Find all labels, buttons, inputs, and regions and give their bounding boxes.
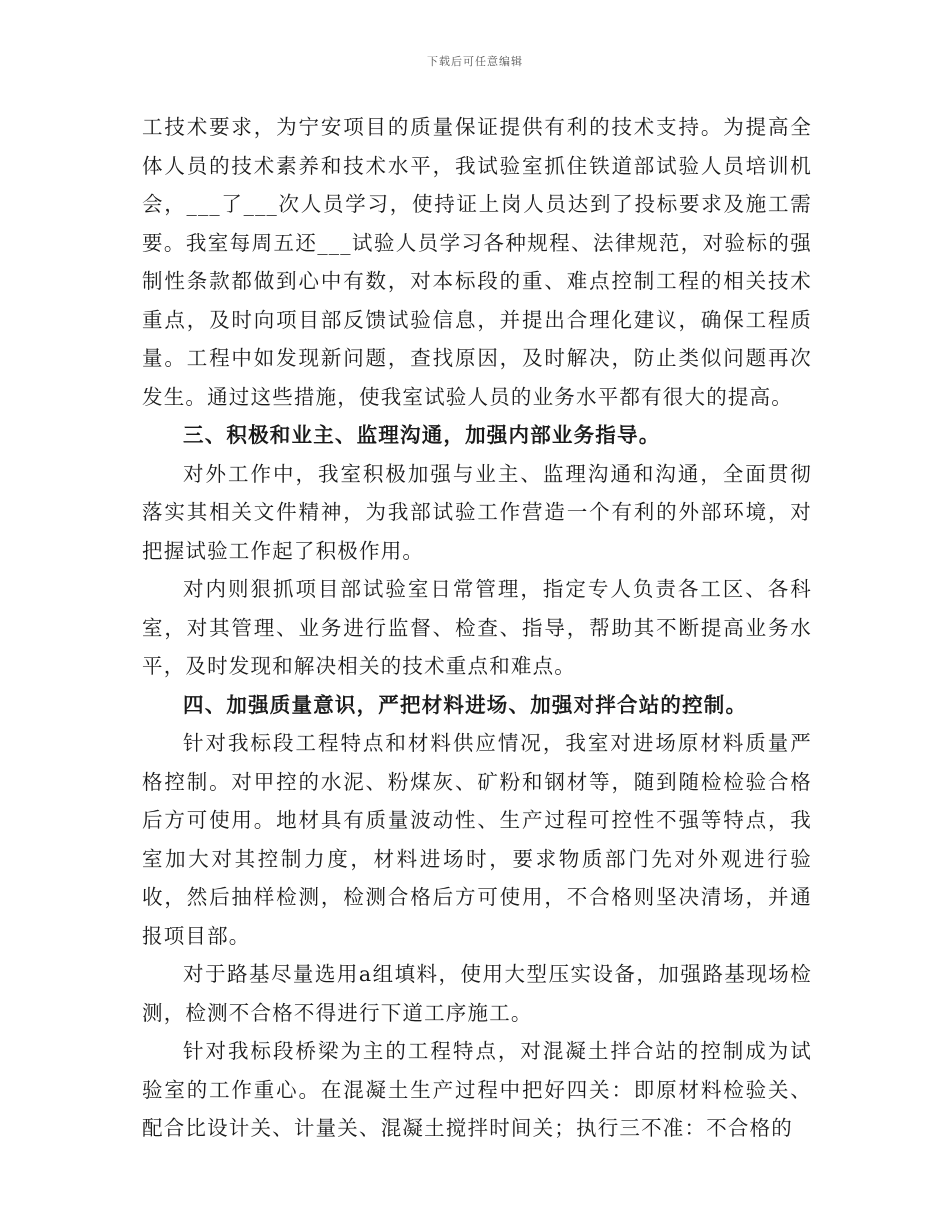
- section-heading-4: 四、加强质量意识，严把材料进场、加强对拌合站的控制。: [183, 692, 748, 717]
- document-body: [142, 108, 812, 1148]
- paragraph-material-control: 针对我标段工程特点和材料供应情况，我室对进场原材料质量严格控制。对甲控的水泥、粉煤灰、矿粉和钢材等，随到随检检验合格后方可使用。地材具有质量波动性、生产过程可控性不强等特点，我室加大对其控制力度，材料进场时，要求物质部门先对外观进行验收，然后抽样检测，检测合格后方可使用，不合格则坚决清场，并通报项目部。: [142, 731, 812, 948]
- paragraph-mixing-station: 针对我标段桥梁为主的工程特点，对混凝土拌合站的控制成为试验室的工作重心。在混凝土生产过程中把好四关：即原材料检验关、配合比设计关、计量关、混凝土搅拌时间关；执行三不准：不合格的: [142, 1039, 812, 1140]
- paragraph-subgrade: 对于路基尽量选用a组填料，使用大型压实设备，加强路基现场检测，检测不合格不得进行下道工序施工。: [142, 962, 812, 1025]
- paragraph-external-work: 对外工作中，我室积极加强与业主、监理沟通和沟通，全面贯彻落实其相关文件精神，为我部试验工作营造一个有利的外部环境，对把握试验工作起了积极作用。: [142, 461, 812, 563]
- paragraph-continued: 工技术要求，为宁安项目的质量保证提供有利的技术支持。为提高全体人员的技术素养和技术水平，我试验室抓住铁道部试验人员培训机会，___了___次人员学习，使持证上岗人员达到了投标要求及施工需要。我室每周五还___试验人员学习各种规程、法律规范，对验标的强制性条款都做到心中有数，对本标段的重、难点控制工程的相关技术重点，及时向项目部反馈试验信息，并提出合理化建议，确保工程质量。工程中如发现新问题，查找原因，及时解决，防止类似问题再次发生。通过这些措施，使我室试验人员的业务水平都有很大的提高。: [142, 115, 812, 409]
- page-header: 下载后可任意编辑: [427, 55, 523, 68]
- section-heading-3: 三、积极和业主、监理沟通，加强内部业务指导。: [183, 423, 661, 447]
- paragraph-internal-management: 对内则狠抓项目部试验室日常管理，指定专人负责各工区、各科室，对其管理、业务进行监督、检查、指导，帮助其不断提高业务水平，及时发现和解决相关的技术重点和难点。: [142, 577, 812, 678]
